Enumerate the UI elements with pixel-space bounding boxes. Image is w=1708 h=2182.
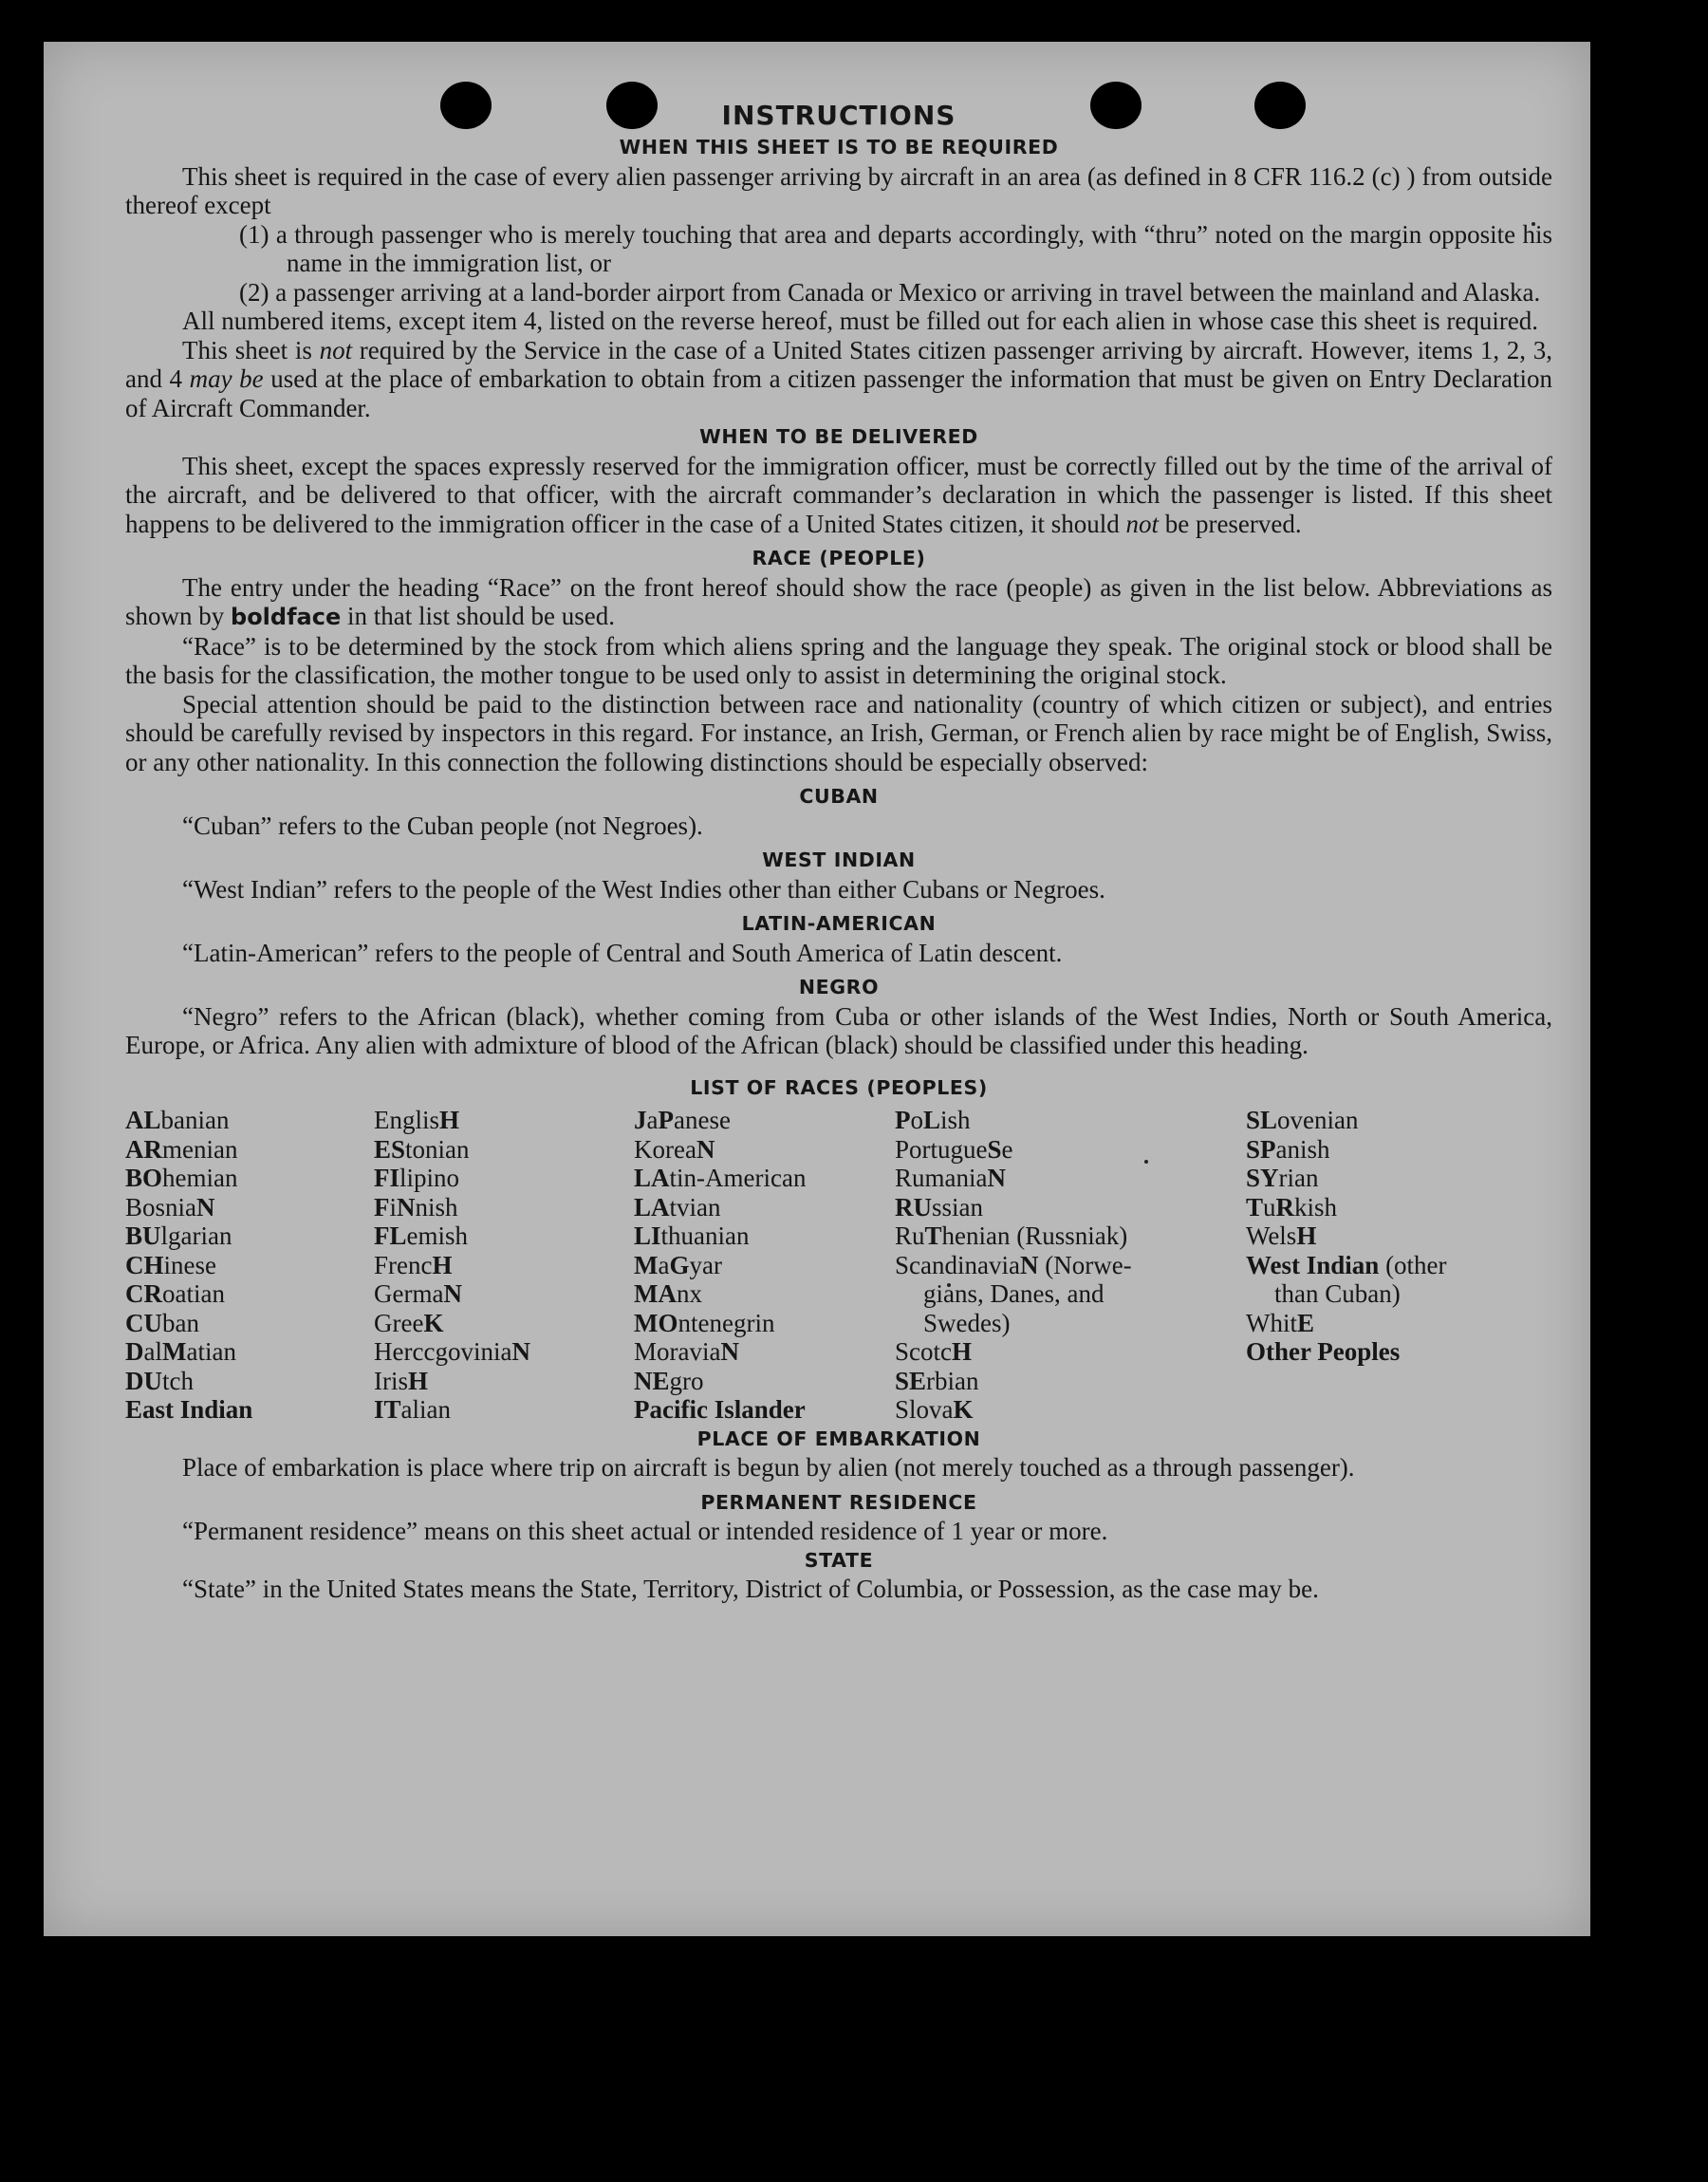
race-entry: EStonian — [374, 1134, 470, 1164]
race-entry: PoLish — [895, 1106, 971, 1134]
race-entry: KoreaN — [634, 1134, 715, 1164]
race-entry: ITalian — [374, 1395, 452, 1424]
paragraph: This sheet, except the spaces expressly reserved for the immigration officer, must be correctly filled out by the time of the arrival of the aircraft, and be delivered to that officer, with the aircraft commander’s declaration in which the passenger is listed. If this sheet happens to be delivered to the immigration officer in the case of a United States citizen, it should not be preserved. — [125, 451, 1552, 538]
race-entry: PortugueSe — [895, 1134, 1013, 1164]
race-entry: gians, Danes, and — [923, 1279, 1105, 1308]
race-entry: GermaN — [374, 1279, 462, 1308]
race-entry: BOhemian — [125, 1164, 238, 1192]
race-entry: CHinese — [125, 1250, 216, 1279]
paragraph: “West Indian” refers to the people of the West Indies other than either Cubans or Negroes. — [182, 874, 1105, 904]
race-entry: SlovaK — [895, 1395, 974, 1424]
heading-negro: NEGRO — [798, 976, 880, 998]
paragraph: “Latin-American” refers to the people of Central and South America of Latin descent. — [182, 938, 1063, 967]
race-entry: DalMatian — [125, 1337, 236, 1366]
race-entry: JaPanese — [634, 1106, 731, 1134]
race-entry: than Cuban) — [1274, 1279, 1401, 1308]
page-title: INSTRUCTIONS — [721, 100, 956, 131]
race-entry: SLovenian — [1246, 1106, 1359, 1134]
race-entry: SPanish — [1246, 1134, 1330, 1164]
paragraph: Place of embarkation is place where trip on aircraft is begun by alien (not merely touched as a through passenger). — [182, 1453, 1355, 1482]
race-entry: Other Peoples — [1246, 1337, 1401, 1366]
race-entry: RumaniaN — [895, 1164, 1006, 1192]
race-entry: FLemish — [374, 1222, 469, 1250]
paragraph: The entry under the heading “Race” on the front hereof should show the race (people) as given in the list below. Abbreviations as shown by boldface in that list should be used. — [125, 572, 1552, 630]
race-entry: SYrian — [1246, 1164, 1319, 1192]
race-entry: ScandinaviaN (Norwe- — [895, 1250, 1132, 1279]
race-entry: Pacific Islander — [634, 1395, 806, 1424]
race-entry: CRoatian — [125, 1279, 225, 1308]
race-entry: MAnx — [634, 1279, 702, 1308]
race-entry: SErbian — [895, 1366, 979, 1395]
list-item: (1) a through passenger who is merely touching that area and departs accordingly, with “thru” noted on the margin opposite his name in the immigration list, or — [239, 219, 1552, 277]
race-entry: MoraviaN — [634, 1337, 739, 1366]
paragraph: “Negro” refers to the African (black), whether coming from Cuba or other islands of the West Indies, North or South America, Europe, or Africa. Any alien with admixture of blood of the African (black) should be classified under this heading. — [125, 1001, 1552, 1059]
race-entry: BosniaN — [125, 1192, 215, 1222]
race-entry: GreeK — [374, 1308, 444, 1337]
race-entry: CUban — [125, 1308, 199, 1337]
paragraph: “Race” is to be determined by the stock from which aliens spring and the language they speak. The original stock or blood shall be the basis for the classification, the mother tongue to be used only to assist in determining the original stock. — [125, 631, 1552, 689]
paragraph: Special attention should be paid to the distinction between race and nationality (country of which citizen or subject), and entries should be carefully revised by inspectors in this regard. For instance, an Irish, German, or French alien by race might be of English, Swiss, or any other nationality. In this connection the following distinctions should be especially observed: — [125, 689, 1552, 776]
race-entry: DUtch — [125, 1366, 194, 1395]
heading-list-of-races: LIST OF RACES (PEOPLES) — [690, 1075, 988, 1099]
heading-residence: PERMANENT RESIDENCE — [700, 1490, 977, 1514]
heading-latin-american: LATIN-AMERICAN — [741, 912, 937, 935]
race-column — [1246, 1106, 1550, 1425]
heading-required: WHEN THIS SHEET IS TO BE REQUIRED — [619, 136, 1059, 159]
race-entry: FiNnish — [374, 1192, 458, 1222]
race-entry: West Indian (other — [1246, 1250, 1447, 1279]
race-entry: RUssian — [895, 1192, 983, 1222]
race-entry: MOntenegrin — [634, 1308, 775, 1337]
race-entry: ARmenian — [125, 1134, 238, 1164]
paragraph: “Permanent residence” means on this sheet actual or intended residence of 1 year or more. — [182, 1517, 1108, 1545]
race-entry: WelsH — [1246, 1222, 1317, 1250]
paragraph: All numbered items, except item 4, listed on the reverse hereof, must be filled out for each alien in whose case this sheet is required. — [182, 307, 1539, 335]
race-column — [634, 1106, 895, 1425]
heading-state: STATE — [804, 1548, 874, 1572]
paragraph: This sheet is required in the case of every alien passenger arriving by aircraft in an area (as defined in 8 CFR 116.2 (c) ) from outside thereof except — [125, 161, 1552, 219]
race-entry: ALbanian — [125, 1106, 230, 1134]
race-entry: LIthuanian — [634, 1222, 750, 1250]
heading-west-indian: WEST INDIAN — [762, 849, 916, 871]
race-entry: Swedes) — [923, 1308, 1011, 1337]
paragraph: “State” in the United States means the State, Territory, District of Columbia, or Possession, as the case may be. — [182, 1575, 1319, 1603]
race-entry: TuRkish — [1246, 1192, 1338, 1222]
race-entry: HerccgoviniaN — [374, 1337, 530, 1366]
race-entry: BUlgarian — [125, 1222, 232, 1250]
heading-cuban: CUBAN — [799, 785, 879, 808]
race-entry: East Indian — [125, 1395, 253, 1424]
race-column — [895, 1106, 1246, 1425]
race-entry: FrencH — [374, 1250, 453, 1279]
paragraph: “Cuban” refers to the Cuban people (not Negroes). — [182, 811, 703, 840]
race-entry: EnglisH — [374, 1106, 460, 1134]
race-entry: IrisH — [374, 1366, 429, 1395]
race-entry: WhitE — [1246, 1308, 1315, 1337]
race-entry: LAtvian — [634, 1192, 721, 1222]
race-column — [125, 1106, 374, 1425]
heading-delivered: WHEN TO BE DELIVERED — [699, 425, 978, 448]
race-entry: LAtin-American — [634, 1164, 807, 1192]
race-entry: MaGyar — [634, 1250, 722, 1279]
sheet-content — [125, 99, 1552, 1604]
race-list — [125, 1106, 1552, 1425]
instruction-sheet — [44, 42, 1590, 1936]
list-item: (2) a passenger arriving at a land-border airport from Canada or Mexico or arriving in travel between the mainland and Alaska. — [239, 277, 1541, 307]
paragraph: This sheet is not required by the Service in the case of a United States citizen passenger arriving by aircraft. However, items 1, 2, 3, and 4 may be used at the place of embarkation to obtain from a citizen passenger the information that must be given on Entry Declaration of Aircraft Commander. — [125, 335, 1553, 422]
race-column — [374, 1106, 634, 1425]
heading-embarkation: PLACE OF EMBARKATION — [696, 1427, 981, 1450]
race-entry: ScotcH — [895, 1337, 973, 1366]
heading-race: RACE (PEOPLE) — [752, 547, 926, 569]
race-entry: NEgro — [634, 1366, 704, 1395]
race-entry: RuThenian (Russniak) — [895, 1222, 1128, 1250]
race-entry: FIlipino — [374, 1164, 460, 1192]
